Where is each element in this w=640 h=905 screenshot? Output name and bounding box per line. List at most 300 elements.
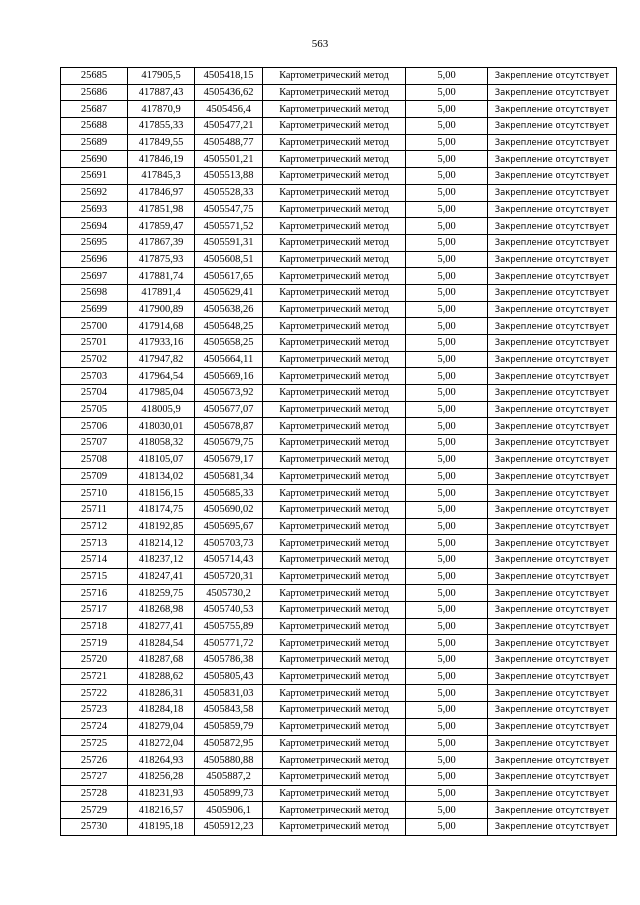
accuracy-cell: 5,00: [406, 134, 488, 151]
accuracy-cell: 5,00: [406, 151, 488, 168]
method-cell: Картометрический метод: [263, 351, 406, 368]
x-coordinate-cell: 418105,07: [128, 451, 195, 468]
point-number-cell: 25702: [61, 351, 128, 368]
method-cell: Картометрический метод: [263, 251, 406, 268]
point-number-cell: 25716: [61, 585, 128, 602]
point-number-cell: 25688: [61, 118, 128, 135]
accuracy-cell: 5,00: [406, 485, 488, 502]
accuracy-cell: 5,00: [406, 785, 488, 802]
table-row: [61, 418, 617, 435]
point-number-cell: 25693: [61, 201, 128, 218]
x-coordinate-cell: 417846,19: [128, 151, 195, 168]
method-cell: Картометрический метод: [263, 685, 406, 702]
y-coordinate-cell: 4505477,21: [195, 118, 263, 135]
method-cell: Картометрический метод: [263, 551, 406, 568]
fixation-status-cell: Закрепление отсутствует: [488, 735, 617, 752]
method-cell: Картометрический метод: [263, 752, 406, 769]
method-cell: Картометрический метод: [263, 218, 406, 235]
point-number-cell: 25699: [61, 301, 128, 318]
accuracy-cell: 5,00: [406, 301, 488, 318]
fixation-status-cell: Закрепление отсутствует: [488, 785, 617, 802]
y-coordinate-cell: 4505638,26: [195, 301, 263, 318]
y-coordinate-cell: 4505456,4: [195, 101, 263, 118]
table-row: [61, 485, 617, 502]
table-row: [61, 318, 617, 335]
table-row: [61, 151, 617, 168]
method-cell: Картометрический метод: [263, 134, 406, 151]
x-coordinate-cell: 418256,28: [128, 768, 195, 785]
x-coordinate-cell: 418195,18: [128, 818, 195, 835]
accuracy-cell: 5,00: [406, 284, 488, 301]
accuracy-cell: 5,00: [406, 418, 488, 435]
table-row: [61, 785, 617, 802]
y-coordinate-cell: 4505740,53: [195, 602, 263, 619]
accuracy-cell: 5,00: [406, 551, 488, 568]
point-number-cell: 25686: [61, 84, 128, 101]
y-coordinate-cell: 4505617,65: [195, 268, 263, 285]
accuracy-cell: 5,00: [406, 268, 488, 285]
fixation-status-cell: Закрепление отсутствует: [488, 101, 617, 118]
table-row: [61, 218, 617, 235]
fixation-status-cell: Закрепление отсутствует: [488, 702, 617, 719]
fixation-status-cell: Закрепление отсутствует: [488, 802, 617, 819]
method-cell: Картометрический метод: [263, 785, 406, 802]
accuracy-cell: 5,00: [406, 635, 488, 652]
fixation-status-cell: Закрепление отсутствует: [488, 201, 617, 218]
point-number-cell: 25725: [61, 735, 128, 752]
x-coordinate-cell: 417849,55: [128, 134, 195, 151]
table-row: [61, 168, 617, 185]
point-number-cell: 25715: [61, 568, 128, 585]
point-number-cell: 25685: [61, 68, 128, 85]
accuracy-cell: 5,00: [406, 585, 488, 602]
accuracy-cell: 5,00: [406, 368, 488, 385]
point-number-cell: 25719: [61, 635, 128, 652]
method-cell: Картометрический метод: [263, 385, 406, 402]
fixation-status-cell: Закрепление отсутствует: [488, 501, 617, 518]
point-number-cell: 25708: [61, 451, 128, 468]
method-cell: Картометрический метод: [263, 184, 406, 201]
fixation-status-cell: Закрепление отсутствует: [488, 518, 617, 535]
accuracy-cell: 5,00: [406, 435, 488, 452]
method-cell: Картометрический метод: [263, 652, 406, 669]
x-coordinate-cell: 417859,47: [128, 218, 195, 235]
y-coordinate-cell: 4505859,79: [195, 718, 263, 735]
method-cell: Картометрический метод: [263, 635, 406, 652]
x-coordinate-cell: 418247,41: [128, 568, 195, 585]
method-cell: Картометрический метод: [263, 668, 406, 685]
x-coordinate-cell: 417851,98: [128, 201, 195, 218]
y-coordinate-cell: 4505831,03: [195, 685, 263, 702]
method-cell: Картометрический метод: [263, 318, 406, 335]
y-coordinate-cell: 4505786,38: [195, 652, 263, 669]
y-coordinate-cell: 4505906,1: [195, 802, 263, 819]
table-row: [61, 518, 617, 535]
y-coordinate-cell: 4505513,88: [195, 168, 263, 185]
table-row: [61, 535, 617, 552]
x-coordinate-cell: 418287,68: [128, 652, 195, 669]
point-number-cell: 25694: [61, 218, 128, 235]
x-coordinate-cell: 418174,75: [128, 501, 195, 518]
accuracy-cell: 5,00: [406, 184, 488, 201]
y-coordinate-cell: 4505843,58: [195, 702, 263, 719]
accuracy-cell: 5,00: [406, 84, 488, 101]
y-coordinate-cell: 4505658,25: [195, 335, 263, 352]
fixation-status-cell: Закрепление отсутствует: [488, 284, 617, 301]
fixation-status-cell: Закрепление отсутствует: [488, 168, 617, 185]
y-coordinate-cell: 4505436,62: [195, 84, 263, 101]
table-row: [61, 602, 617, 619]
fixation-status-cell: Закрепление отсутствует: [488, 685, 617, 702]
accuracy-cell: 5,00: [406, 451, 488, 468]
method-cell: Картометрический метод: [263, 802, 406, 819]
table-body: [61, 68, 617, 836]
table-row: [61, 385, 617, 402]
x-coordinate-cell: 418214,12: [128, 535, 195, 552]
fixation-status-cell: Закрепление отсутствует: [488, 151, 617, 168]
table-row: [61, 735, 617, 752]
x-coordinate-cell: 417881,74: [128, 268, 195, 285]
x-coordinate-cell: 418284,54: [128, 635, 195, 652]
table-row: [61, 718, 617, 735]
point-number-cell: 25689: [61, 134, 128, 151]
method-cell: Картометрический метод: [263, 368, 406, 385]
accuracy-cell: 5,00: [406, 251, 488, 268]
x-coordinate-cell: 418286,31: [128, 685, 195, 702]
accuracy-cell: 5,00: [406, 101, 488, 118]
accuracy-cell: 5,00: [406, 818, 488, 835]
x-coordinate-cell: 418005,9: [128, 401, 195, 418]
accuracy-cell: 5,00: [406, 318, 488, 335]
method-cell: Картометрический метод: [263, 234, 406, 251]
accuracy-cell: 5,00: [406, 68, 488, 85]
y-coordinate-cell: 4505664,11: [195, 351, 263, 368]
y-coordinate-cell: 4505669,16: [195, 368, 263, 385]
accuracy-cell: 5,00: [406, 385, 488, 402]
x-coordinate-cell: 417846,97: [128, 184, 195, 201]
table-row: [61, 251, 617, 268]
table-row: [61, 118, 617, 135]
x-coordinate-cell: 417887,43: [128, 84, 195, 101]
fixation-status-cell: Закрепление отсутствует: [488, 84, 617, 101]
accuracy-cell: 5,00: [406, 652, 488, 669]
x-coordinate-cell: 417875,93: [128, 251, 195, 268]
x-coordinate-cell: 418058,32: [128, 435, 195, 452]
accuracy-cell: 5,00: [406, 501, 488, 518]
accuracy-cell: 5,00: [406, 535, 488, 552]
point-number-cell: 25695: [61, 234, 128, 251]
table-row: [61, 268, 617, 285]
point-number-cell: 25706: [61, 418, 128, 435]
table-row: [61, 618, 617, 635]
x-coordinate-cell: 418216,57: [128, 802, 195, 819]
table-row: [61, 451, 617, 468]
y-coordinate-cell: 4505591,31: [195, 234, 263, 251]
y-coordinate-cell: 4505608,51: [195, 251, 263, 268]
y-coordinate-cell: 4505679,17: [195, 451, 263, 468]
point-number-cell: 25691: [61, 168, 128, 185]
y-coordinate-cell: 4505714,43: [195, 551, 263, 568]
method-cell: Картометрический метод: [263, 768, 406, 785]
table-row: [61, 201, 617, 218]
fixation-status-cell: Закрепление отсутствует: [488, 218, 617, 235]
fixation-status-cell: Закрепление отсутствует: [488, 718, 617, 735]
table-row: [61, 551, 617, 568]
fixation-status-cell: Закрепление отсутствует: [488, 234, 617, 251]
point-number-cell: 25696: [61, 251, 128, 268]
x-coordinate-cell: 418237,12: [128, 551, 195, 568]
y-coordinate-cell: 4505695,67: [195, 518, 263, 535]
x-coordinate-cell: 418156,15: [128, 485, 195, 502]
y-coordinate-cell: 4505677,07: [195, 401, 263, 418]
accuracy-cell: 5,00: [406, 351, 488, 368]
point-number-cell: 25710: [61, 485, 128, 502]
fixation-status-cell: Закрепление отсутствует: [488, 485, 617, 502]
method-cell: Картометрический метод: [263, 585, 406, 602]
point-number-cell: 25721: [61, 668, 128, 685]
accuracy-cell: 5,00: [406, 568, 488, 585]
table-row: [61, 752, 617, 769]
fixation-status-cell: Закрепление отсутствует: [488, 118, 617, 135]
method-cell: Картометрический метод: [263, 818, 406, 835]
x-coordinate-cell: 417964,54: [128, 368, 195, 385]
method-cell: Картометрический метод: [263, 68, 406, 85]
point-number-cell: 25687: [61, 101, 128, 118]
method-cell: Картометрический метод: [263, 702, 406, 719]
point-number-cell: 25704: [61, 385, 128, 402]
y-coordinate-cell: 4505685,33: [195, 485, 263, 502]
fixation-status-cell: Закрепление отсутствует: [488, 251, 617, 268]
fixation-status-cell: Закрепление отсутствует: [488, 401, 617, 418]
method-cell: Картометрический метод: [263, 435, 406, 452]
y-coordinate-cell: 4505805,43: [195, 668, 263, 685]
y-coordinate-cell: 4505678,87: [195, 418, 263, 435]
point-number-cell: 25718: [61, 618, 128, 635]
point-number-cell: 25690: [61, 151, 128, 168]
point-number-cell: 25724: [61, 718, 128, 735]
accuracy-cell: 5,00: [406, 685, 488, 702]
y-coordinate-cell: 4505629,41: [195, 284, 263, 301]
coordinates-table: [60, 67, 617, 836]
x-coordinate-cell: 417985,04: [128, 385, 195, 402]
table-row: [61, 568, 617, 585]
y-coordinate-cell: 4505912,23: [195, 818, 263, 835]
x-coordinate-cell: 417933,16: [128, 335, 195, 352]
method-cell: Картометрический метод: [263, 518, 406, 535]
x-coordinate-cell: 418277,41: [128, 618, 195, 635]
accuracy-cell: 5,00: [406, 702, 488, 719]
table-row: [61, 685, 617, 702]
point-number-cell: 25713: [61, 535, 128, 552]
table-row: [61, 818, 617, 835]
fixation-status-cell: Закрепление отсутствует: [488, 752, 617, 769]
method-cell: Картометрический метод: [263, 268, 406, 285]
fixation-status-cell: Закрепление отсутствует: [488, 618, 617, 635]
point-number-cell: 25723: [61, 702, 128, 719]
point-number-cell: 25711: [61, 501, 128, 518]
accuracy-cell: 5,00: [406, 168, 488, 185]
y-coordinate-cell: 4505418,15: [195, 68, 263, 85]
x-coordinate-cell: 418284,18: [128, 702, 195, 719]
method-cell: Картометрический метод: [263, 735, 406, 752]
fixation-status-cell: Закрепление отсутствует: [488, 568, 617, 585]
accuracy-cell: 5,00: [406, 768, 488, 785]
x-coordinate-cell: 417855,33: [128, 118, 195, 135]
x-coordinate-cell: 418192,85: [128, 518, 195, 535]
accuracy-cell: 5,00: [406, 218, 488, 235]
y-coordinate-cell: 4505880,88: [195, 752, 263, 769]
accuracy-cell: 5,00: [406, 735, 488, 752]
method-cell: Картометрический метод: [263, 401, 406, 418]
method-cell: Картометрический метод: [263, 535, 406, 552]
table-row: [61, 585, 617, 602]
table-row: [61, 134, 617, 151]
x-coordinate-cell: 417914,68: [128, 318, 195, 335]
accuracy-cell: 5,00: [406, 602, 488, 619]
point-number-cell: 25722: [61, 685, 128, 702]
page-number: 563: [311, 38, 329, 50]
method-cell: Картометрический метод: [263, 151, 406, 168]
point-number-cell: 25714: [61, 551, 128, 568]
y-coordinate-cell: 4505528,33: [195, 184, 263, 201]
y-coordinate-cell: 4505755,89: [195, 618, 263, 635]
point-number-cell: 25697: [61, 268, 128, 285]
point-number-cell: 25712: [61, 518, 128, 535]
method-cell: Картометрический метод: [263, 168, 406, 185]
y-coordinate-cell: 4505887,2: [195, 768, 263, 785]
y-coordinate-cell: 4505872,95: [195, 735, 263, 752]
accuracy-cell: 5,00: [406, 618, 488, 635]
table-row: [61, 68, 617, 85]
x-coordinate-cell: 418134,02: [128, 468, 195, 485]
x-coordinate-cell: 417891,4: [128, 284, 195, 301]
x-coordinate-cell: 417845,3: [128, 168, 195, 185]
accuracy-cell: 5,00: [406, 668, 488, 685]
y-coordinate-cell: 4505681,34: [195, 468, 263, 485]
y-coordinate-cell: 4505547,75: [195, 201, 263, 218]
accuracy-cell: 5,00: [406, 118, 488, 135]
method-cell: Картометрический метод: [263, 301, 406, 318]
x-coordinate-cell: 417867,39: [128, 234, 195, 251]
method-cell: Картометрический метод: [263, 451, 406, 468]
table-row: [61, 635, 617, 652]
method-cell: Картометрический метод: [263, 568, 406, 585]
point-number-cell: 25707: [61, 435, 128, 452]
y-coordinate-cell: 4505648,25: [195, 318, 263, 335]
accuracy-cell: 5,00: [406, 518, 488, 535]
method-cell: Картометрический метод: [263, 201, 406, 218]
table-row: [61, 802, 617, 819]
table-row: [61, 652, 617, 669]
y-coordinate-cell: 4505899,73: [195, 785, 263, 802]
fixation-status-cell: Закрепление отсутствует: [488, 652, 617, 669]
accuracy-cell: 5,00: [406, 401, 488, 418]
x-coordinate-cell: 417900,89: [128, 301, 195, 318]
y-coordinate-cell: 4505679,75: [195, 435, 263, 452]
table-row: [61, 668, 617, 685]
point-number-cell: 25730: [61, 818, 128, 835]
fixation-status-cell: Закрепление отсутствует: [488, 635, 617, 652]
method-cell: Картометрический метод: [263, 118, 406, 135]
method-cell: Картометрический метод: [263, 101, 406, 118]
x-coordinate-cell: 418030,01: [128, 418, 195, 435]
method-cell: Картометрический метод: [263, 501, 406, 518]
method-cell: Картометрический метод: [263, 618, 406, 635]
point-number-cell: 25726: [61, 752, 128, 769]
y-coordinate-cell: 4505703,73: [195, 535, 263, 552]
fixation-status-cell: Закрепление отсутствует: [488, 351, 617, 368]
table-row: [61, 702, 617, 719]
fixation-status-cell: Закрепление отсутствует: [488, 585, 617, 602]
accuracy-cell: 5,00: [406, 335, 488, 352]
y-coordinate-cell: 4505730,2: [195, 585, 263, 602]
accuracy-cell: 5,00: [406, 752, 488, 769]
fixation-status-cell: Закрепление отсутствует: [488, 535, 617, 552]
point-number-cell: 25698: [61, 284, 128, 301]
fixation-status-cell: Закрепление отсутствует: [488, 301, 617, 318]
y-coordinate-cell: 4505571,52: [195, 218, 263, 235]
method-cell: Картометрический метод: [263, 418, 406, 435]
x-coordinate-cell: 418279,04: [128, 718, 195, 735]
fixation-status-cell: Закрепление отсутствует: [488, 668, 617, 685]
point-number-cell: 25703: [61, 368, 128, 385]
x-coordinate-cell: 418259,75: [128, 585, 195, 602]
x-coordinate-cell: 417947,82: [128, 351, 195, 368]
table-row: [61, 368, 617, 385]
fixation-status-cell: Закрепление отсутствует: [488, 134, 617, 151]
fixation-status-cell: Закрепление отсутствует: [488, 368, 617, 385]
fixation-status-cell: Закрепление отсутствует: [488, 318, 617, 335]
fixation-status-cell: Закрепление отсутствует: [488, 335, 617, 352]
point-number-cell: 25705: [61, 401, 128, 418]
point-number-cell: 25692: [61, 184, 128, 201]
y-coordinate-cell: 4505488,77: [195, 134, 263, 151]
table-row: [61, 234, 617, 251]
fixation-status-cell: Закрепление отсутствует: [488, 68, 617, 85]
y-coordinate-cell: 4505771,72: [195, 635, 263, 652]
table-row: [61, 435, 617, 452]
table-row: [61, 351, 617, 368]
accuracy-cell: 5,00: [406, 468, 488, 485]
fixation-status-cell: Закрепление отсутствует: [488, 268, 617, 285]
table-row: [61, 184, 617, 201]
fixation-status-cell: Закрепление отсутствует: [488, 818, 617, 835]
y-coordinate-cell: 4505720,31: [195, 568, 263, 585]
fixation-status-cell: Закрепление отсутствует: [488, 451, 617, 468]
fixation-status-cell: Закрепление отсутствует: [488, 184, 617, 201]
method-cell: Картометрический метод: [263, 84, 406, 101]
method-cell: Картометрический метод: [263, 602, 406, 619]
x-coordinate-cell: 418268,98: [128, 602, 195, 619]
accuracy-cell: 5,00: [406, 234, 488, 251]
x-coordinate-cell: 418272,04: [128, 735, 195, 752]
fixation-status-cell: Закрепление отсутствует: [488, 435, 617, 452]
accuracy-cell: 5,00: [406, 802, 488, 819]
x-coordinate-cell: 418264,93: [128, 752, 195, 769]
accuracy-cell: 5,00: [406, 718, 488, 735]
method-cell: Картометрический метод: [263, 468, 406, 485]
point-number-cell: 25728: [61, 785, 128, 802]
table-row: [61, 101, 617, 118]
fixation-status-cell: Закрепление отсутствует: [488, 385, 617, 402]
x-coordinate-cell: 417870,9: [128, 101, 195, 118]
method-cell: Картометрический метод: [263, 335, 406, 352]
point-number-cell: 25717: [61, 602, 128, 619]
table-row: [61, 401, 617, 418]
method-cell: Картометрический метод: [263, 718, 406, 735]
fixation-status-cell: Закрепление отсутствует: [488, 768, 617, 785]
method-cell: Картометрический метод: [263, 485, 406, 502]
